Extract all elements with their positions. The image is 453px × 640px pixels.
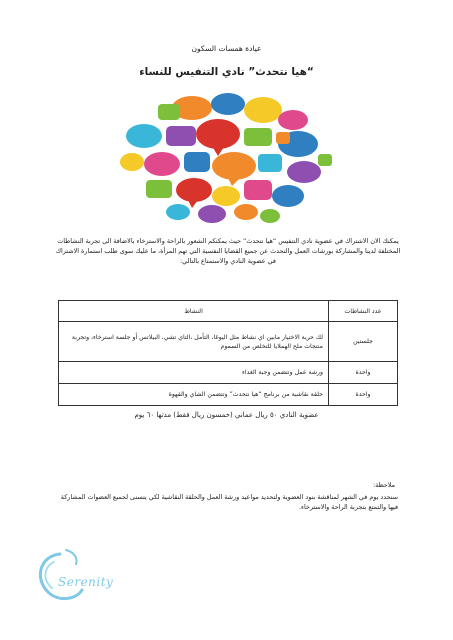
header-activity: النشاط xyxy=(59,301,329,322)
speech-bubble xyxy=(234,204,258,220)
table-row xyxy=(59,362,398,384)
logo-wordmark: Serenity xyxy=(58,575,114,589)
intro-paragraph: يمكنك الان الاشتراك في عضوية نادي التنفيس “هيا نتحدث” حيث يمكنكم الشعور بالراحة والاسترخاء بالاضافة الى تجربة النشاطات المختلفة لدينا والمشاركة بورشات العمل والتحدث عن جميع القضايا النفسية التي تهم المرأة، ما عليك سوى طلب استمارة الاشتراك في عضوية النادي والاستمتاع بالتالي: xyxy=(55,237,401,265)
speech-bubble xyxy=(146,180,172,198)
table-row xyxy=(59,384,398,406)
speech-bubble xyxy=(287,161,321,183)
clinic-name: عيادة همسات السكون xyxy=(191,44,262,53)
speech-bubble-tail xyxy=(228,178,240,186)
row-activity: ورشة عمل وتتضمن وجبة الغداء xyxy=(59,362,329,384)
header-count: عدد النشاطات xyxy=(329,301,398,322)
note-label: ملاحظة: xyxy=(372,481,395,489)
speech-bubble xyxy=(166,126,196,146)
row-activity: حلقة نقاشية من برنامج “هيا نتحدث” وتتضمن الشاي والقهوة xyxy=(59,384,329,406)
speech-bubble xyxy=(144,152,180,176)
speech-bubble xyxy=(196,119,240,149)
membership-fee: عضوية النادي ٥٠ ريال عماني (خمسون ريال فقط) مدتها ٦٠ يوم xyxy=(134,411,319,419)
speech-bubble xyxy=(211,93,245,115)
speech-bubble xyxy=(258,154,282,172)
speech-bubble xyxy=(176,178,212,202)
speech-bubble xyxy=(244,128,272,146)
speech-bubble-tail xyxy=(188,200,198,208)
speech-bubble xyxy=(198,205,226,223)
row-activity: لك حرية الاختيار مابين اي نشاط مثل اليوغا، التأمل ،التاي تشي، البيلاتس أو جلسة استرخاء، وتجربة منتجات ملح الهملايا للتخلص من السموم xyxy=(59,322,329,362)
row-count: واحدة xyxy=(329,384,398,406)
speech-bubble xyxy=(184,152,210,172)
speech-bubble xyxy=(212,186,240,206)
speech-bubble xyxy=(126,124,162,148)
speech-bubble xyxy=(272,185,304,207)
speech-bubbles-illustration xyxy=(118,92,336,224)
speech-bubble xyxy=(212,152,256,180)
row-count: جلستين xyxy=(329,322,398,362)
table-header-row xyxy=(59,301,398,322)
speech-bubble xyxy=(244,97,282,123)
speech-bubble xyxy=(318,154,332,166)
row-count: واحدة xyxy=(329,362,398,384)
page-title: “هيا نتحدث” نادي التنفيس للنساء xyxy=(139,66,314,78)
speech-bubble xyxy=(158,104,180,120)
activities-table xyxy=(58,300,398,406)
speech-bubble xyxy=(166,204,190,220)
table-row xyxy=(59,322,398,362)
speech-bubble xyxy=(120,153,144,171)
speech-bubble xyxy=(276,132,290,144)
speech-bubble xyxy=(278,110,308,130)
speech-bubble xyxy=(244,180,272,200)
note-text: سنحدد يوم في الشهر لمناقشة بنود العضوية ولتحديد مواعيد ورشة العمل والحلقة النقاشية لكي يتسنى لجميع العضوات المشاركة فيها والتمتع بتجربة الراحة والاسترخاء. xyxy=(60,493,398,511)
speech-bubble xyxy=(260,209,280,223)
